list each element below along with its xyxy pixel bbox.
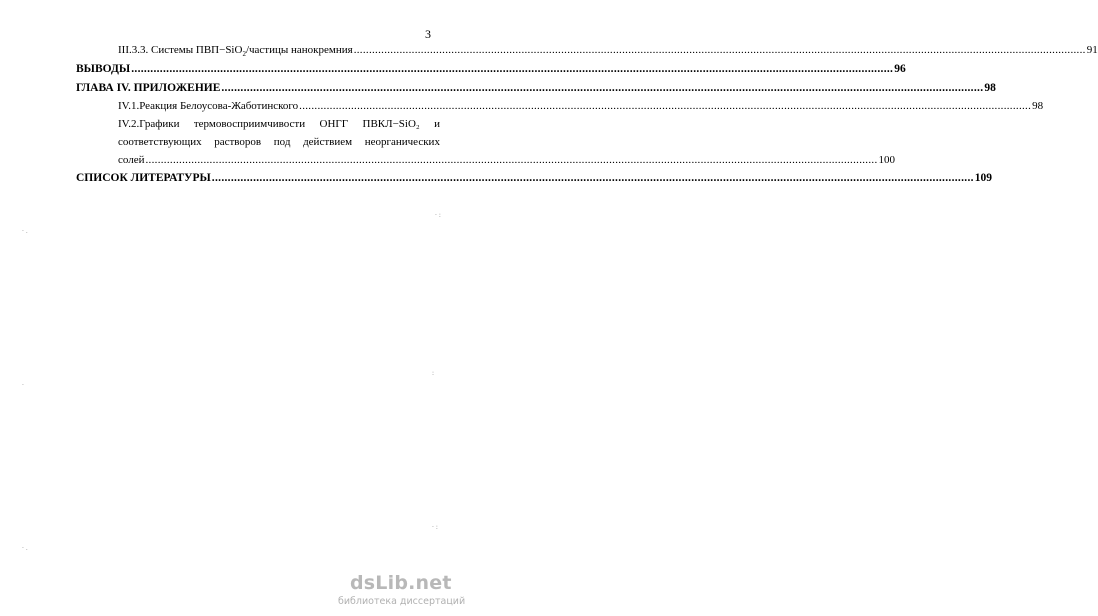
toc-word: ПВКЛ−SiO₂ [362,118,420,130]
scan-speck: · [22,382,24,389]
scan-speck: · : [435,212,441,219]
watermark-logo-text: dsLib.net [350,572,452,594]
toc-word: ОНГГ [319,118,349,130]
toc-entry-title: солей [118,154,145,166]
toc-entry-chapter-4 [76,82,996,95]
toc-word: соответствующих [118,136,202,148]
toc-word: термовосприимчивости [193,118,306,130]
toc-page-number: 91 [1086,44,1098,56]
toc-word: растворов [214,136,262,148]
dot-leader [131,63,893,76]
toc-entry-title: СПИСОК ЛИТЕРАТУРЫ [76,172,211,184]
toc-entry-title: III.3.3. Системы ПВП−SiO$_2$/частицы нанокремния [118,44,353,59]
dot-leader [146,154,878,167]
toc-entry-references [76,172,993,185]
toc-entry-graphs-line-2 [118,136,440,149]
page-number: 3 [425,27,431,41]
watermark-subtitle: библиотека диссертаций [338,596,466,607]
dot-leader [354,44,1086,57]
scan-speck: · : [432,524,438,531]
scan-speck: · . [22,545,28,552]
toc-page-number: 98 [1032,100,1044,112]
toc-page-number: 96 [894,63,906,75]
toc-word: неорганических [364,136,440,148]
toc-entry-conclusions [76,63,906,76]
toc-page-number: 109 [974,172,993,184]
toc-entry-title: IV.1.Реакция Белоусова-Жаботинского [118,100,299,112]
toc-entry-title: ГЛАВА IV. ПРИЛОЖЕНИЕ [76,82,221,94]
dot-leader [212,172,974,185]
toc-entry-systems-pvp-sio2 [118,44,1098,61]
toc-entry-graphs-line-3 [118,154,895,167]
toc-page-number: 100 [878,154,895,166]
dot-leader [221,82,983,95]
scan-speck: · . [22,228,28,235]
toc-page-number: 98 [984,82,996,94]
scan-speck: : [432,370,435,377]
toc-word: IV.2.Графики [118,118,180,130]
toc-entry-belousov-zhabotinsky [118,100,1044,113]
toc-entry-graphs-line-1 [118,118,440,131]
toc-word: и [434,118,440,130]
dot-leader [299,100,1031,113]
toc-word: под [273,136,291,148]
toc-entry-title: ВЫВОДЫ [76,63,131,75]
toc-word: действием [303,136,353,148]
dslib-watermark [330,572,466,612]
